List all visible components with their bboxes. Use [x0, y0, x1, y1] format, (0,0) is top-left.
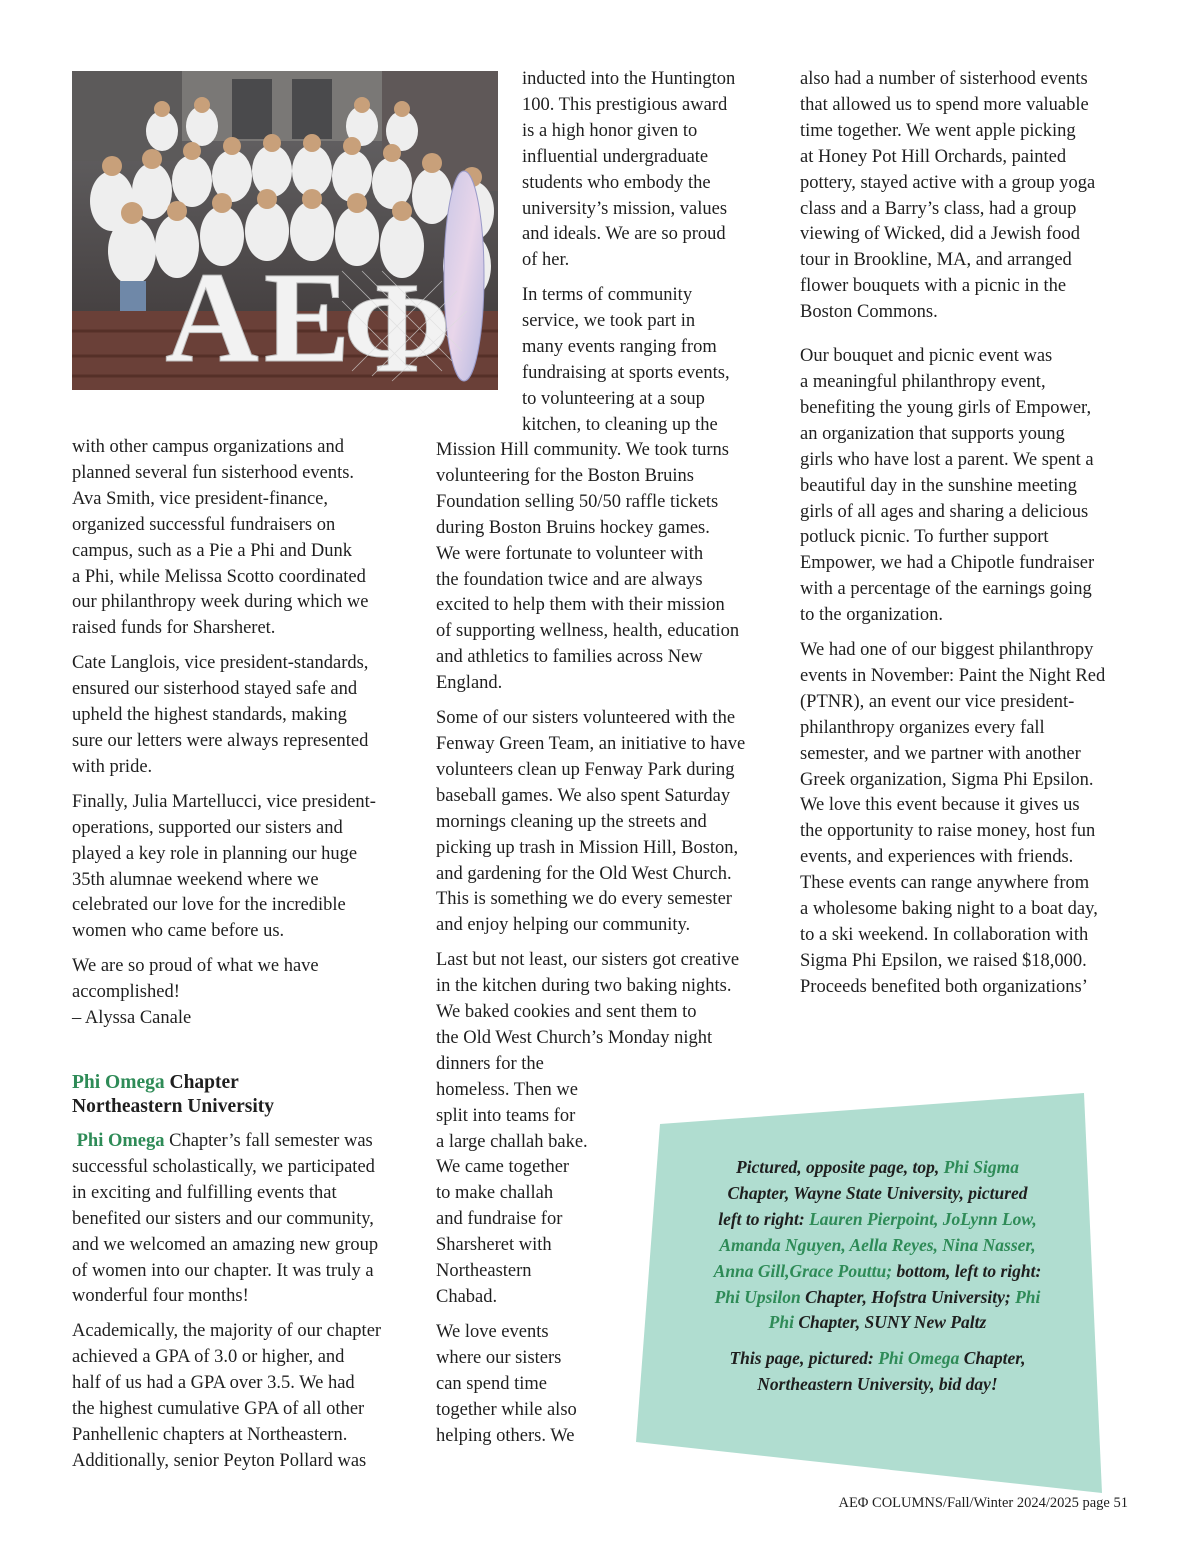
text-line: kitchen, to cleaning up the	[522, 414, 718, 435]
photo-letter-alpha: Α	[165, 246, 259, 390]
text-line: excited to help them with their mission	[436, 595, 725, 616]
middle-para-2-top	[522, 283, 762, 438]
text-line: to the organization.	[800, 605, 943, 626]
text-line: England.	[436, 673, 503, 694]
text-line: a large challah bake.	[436, 1131, 588, 1152]
text-line: in the kitchen during two baking nights.	[436, 976, 732, 997]
text-line: played a key role in planning our huge	[72, 843, 358, 864]
text-line: We love events	[436, 1321, 549, 1342]
caption-chapter-name: Phi	[768, 1312, 794, 1333]
text-line: Proceeds benefited both organizations’	[800, 976, 1088, 997]
left-para-5	[72, 1129, 417, 1310]
text-line: the Old West Church’s Monday night	[436, 1027, 713, 1048]
caption-text: left to right:	[718, 1208, 810, 1229]
right-para-2	[800, 344, 1140, 629]
middle-para-2-bottom	[436, 438, 776, 697]
text-line: potluck picnic. To further support	[800, 527, 1049, 548]
text-line: Fenway Green Team, an initiative to have	[436, 733, 746, 754]
text-line: mornings cleaning up the streets and	[436, 811, 707, 832]
caption-text: Pictured, opposite page, top,	[736, 1157, 944, 1177]
text-line: Greek organization, Sigma Phi Epsilon.	[800, 769, 1094, 790]
text-line: volunteering for the Boston Bruins	[436, 465, 694, 486]
text-line: We were fortunate to volunteer with	[436, 543, 704, 564]
text-line: Foundation selling 50/50 raffle tickets	[436, 491, 719, 512]
text-line: raised funds for Sharsheret.	[72, 618, 276, 639]
text-line: tour in Brookline, MA, and arranged	[800, 250, 1072, 271]
photo-caption	[690, 1155, 1065, 1408]
text-line: with other campus organizations and	[72, 437, 344, 457]
caption-text: Chapter, SUNY New Paltz	[793, 1312, 987, 1333]
caption-chapter-name: Phi Omega	[878, 1348, 960, 1369]
text-line: together while also	[436, 1399, 577, 1420]
text-line: our philanthropy week during which we	[72, 592, 369, 613]
text-line: organized successful fundraisers on	[72, 514, 336, 535]
text-line: benefiting the young girls of Empower,	[800, 397, 1092, 418]
text-line: Mission Hill community. We took turns	[436, 440, 729, 460]
text-line: Northeastern	[436, 1261, 532, 1282]
caption-text: Chapter,	[959, 1348, 1026, 1369]
text-line: viewing of Wicked, did a Jewish food	[800, 224, 1080, 245]
text-line: events in November: Paint the Night Red	[800, 665, 1106, 686]
text-line: with pride.	[72, 756, 153, 777]
text-line: 35th alumnae weekend where we	[72, 869, 319, 890]
text-line: volunteers clean up Fenway Park during	[436, 759, 735, 780]
text-line: Our bouquet and picnic event was	[800, 346, 1053, 367]
text-line: upheld the highest standards, making	[72, 705, 347, 726]
text-line: Chabad.	[436, 1287, 498, 1307]
text-line: Empower, we had a Chipotle fundraiser	[800, 553, 1095, 574]
text-line: This is something we do every semester	[436, 889, 732, 910]
text-line: Sigma Phi Epsilon, we raised $18,000.	[800, 950, 1087, 971]
text-line: beautiful day in the sunshine meeting	[800, 475, 1077, 496]
text-line: ensured our sisterhood stayed safe and	[72, 679, 358, 700]
text-line: philanthropy organizes every fall	[800, 717, 1045, 738]
text-line: and ideals. We are so proud	[522, 224, 726, 245]
text-line: the opportunity to raise money, host fun	[800, 821, 1096, 842]
middle-column-top	[522, 67, 762, 439]
text-line: benefited our sisters and our community,	[72, 1208, 374, 1229]
text-line: class and a Barry’s class, had a group	[800, 198, 1077, 219]
caption-names: Amanda Nguyen, Aella Reyes, Nina Nasser,	[719, 1234, 1036, 1255]
text-line: campus, such as a Pie a Phi and Dunk	[72, 540, 353, 561]
text-line: wonderful four months!	[72, 1286, 249, 1307]
text-line: of her.	[522, 250, 570, 271]
caption-text: Chapter, Wayne State University, pictured	[727, 1182, 1028, 1203]
right-para-3	[800, 638, 1140, 1001]
text-line: a meaningful philanthropy event,	[800, 371, 1046, 392]
text-line: events, and experiences with friends.	[800, 847, 1074, 868]
caption-names: Lauren Pierpoint, JoLynn Low,	[809, 1208, 1037, 1229]
text-line: Academically, the majority of our chapter	[72, 1321, 382, 1342]
text-line: split into teams for	[436, 1105, 576, 1126]
text-line: many events ranging from	[522, 337, 717, 358]
caption-text: Northeastern University, bid day!	[757, 1374, 998, 1395]
text-line: with a percentage of the earnings going	[800, 579, 1092, 600]
text-line: semester, and we partner with another	[800, 743, 1081, 764]
text-line: In terms of community	[522, 285, 693, 306]
heading-chapter-suffix: Chapter	[164, 1072, 239, 1093]
photo-letter-epsilon: Ε	[263, 246, 351, 390]
text-line: and athletics to families across New	[436, 647, 703, 668]
middle-para-1	[522, 67, 762, 274]
left-para-3	[72, 790, 417, 945]
text-line: We are so proud of what we have	[72, 956, 319, 977]
text-line: half of us had a GPA over 3.5. We had	[72, 1373, 355, 1394]
text-line: These events can range anywhere from	[800, 873, 1090, 894]
text-line: women who came before us.	[72, 921, 285, 942]
caption-text: bottom, left to right:	[892, 1260, 1042, 1281]
text-line: in exciting and fulfilling events that	[72, 1182, 337, 1203]
caption-para-2	[690, 1346, 1065, 1398]
text-line: helping others. We	[436, 1425, 575, 1446]
page-footer: ΑΕΦ COLUMNS/Fall/Winter 2024/2025 page 51	[838, 1495, 1128, 1511]
text-line: is a high honor given to	[522, 120, 698, 141]
caption-names: Anna Gill,Grace Pouttu;	[713, 1260, 893, 1281]
text-line: We baked cookies and sent them to	[436, 1002, 697, 1023]
text-line: sure our letters were always represented	[72, 730, 369, 751]
text-line: Cate Langlois, vice president-standards,	[72, 653, 369, 674]
text-line: that allowed us to spend more valuable	[800, 94, 1089, 115]
photo-illustration	[72, 71, 498, 390]
text-line: service, we took part in	[522, 311, 696, 332]
text-line: the foundation twice and are always	[436, 569, 703, 590]
caption-text: This page, pictured:	[729, 1348, 879, 1369]
photo-letter-phi: Φ	[343, 256, 451, 390]
text-line: flower bouquets with a picnic in the	[800, 276, 1067, 297]
text-line: during Boston Bruins hockey games.	[436, 517, 710, 538]
text-line: can spend time	[436, 1373, 547, 1394]
text-line: Panhellenic chapters at Northeastern.	[72, 1424, 348, 1445]
text-line: achieved a GPA of 3.0 or higher, and	[72, 1347, 345, 1368]
caption-text: Chapter, Hofstra University;	[800, 1286, 1016, 1307]
text-line: girls who have lost a parent. We spent a	[800, 449, 1094, 470]
text-line: picking up trash in Mission Hill, Boston,	[436, 837, 739, 858]
text-line: operations, supported our sisters and	[72, 817, 343, 838]
text-line: fundraising at sports events,	[522, 362, 730, 383]
right-para-1	[800, 67, 1140, 326]
text-line: influential undergraduate	[522, 146, 709, 167]
text-line: Additionally, senior Peyton Pollard was	[72, 1450, 367, 1471]
text-line: and gardening for the Old West Church.	[436, 863, 732, 884]
text-line: also had a number of sisterhood events	[800, 69, 1088, 89]
text-line: an organization that supports young	[800, 423, 1065, 444]
text-line: homeless. Then we	[436, 1079, 578, 1100]
text-line: time together. We went apple picking	[800, 120, 1076, 141]
chapter-heading	[72, 1071, 417, 1119]
text-line: students who embody the	[522, 172, 711, 193]
text-line: of women into our chapter. It was truly a	[72, 1260, 374, 1281]
text-line: girls of all ages and sharing a delicious	[800, 501, 1089, 522]
caption-chapter-name: Phi Upsilon	[714, 1286, 801, 1307]
text-line: Chapter’s fall semester was	[164, 1131, 373, 1151]
text-line: celebrated our love for the incredible	[72, 895, 346, 916]
text-line: inducted into the Huntington	[522, 69, 736, 89]
left-para-4	[72, 954, 417, 1032]
caption-chapter-name: Phi	[1015, 1286, 1041, 1307]
text-line: pottery, stayed active with a group yoga	[800, 172, 1096, 193]
text-line: at Honey Pot Hill Orchards, painted	[800, 146, 1067, 167]
text-line: baseball games. We also spent Saturday	[436, 785, 731, 806]
text-line: where our sisters	[436, 1347, 562, 1368]
text-line: a wholesome baking night to a boat day,	[800, 899, 1098, 920]
text-line: and we welcomed an amazing new group	[72, 1234, 379, 1255]
text-line: dinners for the	[436, 1053, 544, 1074]
text-line: Ava Smith, vice president-finance,	[72, 488, 329, 509]
text-line: to make challah	[436, 1183, 554, 1204]
caption-para-1	[690, 1155, 1065, 1336]
chapter-photo	[72, 71, 498, 390]
caption-chapter-name: Phi Sigma	[943, 1157, 1019, 1177]
text-line: accomplished!	[72, 982, 180, 1003]
author-signoff: – Alyssa Canale	[72, 1008, 192, 1029]
text-line: the highest cumulative GPA of all other	[72, 1399, 365, 1420]
left-column	[72, 435, 417, 1041]
heading-university: Northeastern University	[72, 1096, 274, 1117]
heading-chapter-name: Phi Omega	[72, 1072, 165, 1093]
text-line: Last but not least, our sisters got creative	[436, 950, 740, 971]
text-line: Sharsheret with	[436, 1235, 552, 1256]
left-para-6	[72, 1319, 417, 1474]
chapter-section	[72, 1071, 417, 1484]
text-line: planned several fun sisterhood events.	[72, 462, 355, 483]
text-line: of supporting wellness, health, education	[436, 621, 740, 642]
text-line: (PTNR), an event our vice president-	[800, 691, 1075, 712]
text-line: Some of our sisters volunteered with the	[436, 708, 736, 729]
text-line: successful scholastically, we participated	[72, 1156, 375, 1177]
text-line: 100. This prestigious award	[522, 94, 728, 115]
left-para-2	[72, 651, 417, 781]
text-line: Boston Commons.	[800, 302, 938, 323]
right-column	[800, 67, 1140, 1010]
text-line: We had one of our biggest philanthropy	[800, 640, 1094, 661]
text-line: to a ski weekend. In collaboration with	[800, 925, 1089, 945]
text-line: We came together	[436, 1157, 570, 1178]
text-line: university’s mission, values	[522, 198, 728, 219]
left-para-1	[72, 435, 417, 642]
text-line: to volunteering at a soup	[522, 388, 705, 409]
text-line: and enjoy helping our community.	[436, 915, 691, 936]
intro-chapter-name: Phi Omega	[76, 1131, 165, 1151]
text-line: and fundraise for	[436, 1209, 563, 1230]
text-line: Finally, Julia Martellucci, vice president-	[72, 791, 376, 812]
middle-para-3	[436, 706, 776, 939]
text-line: We love this event because it gives us	[800, 795, 1080, 816]
text-line: a Phi, while Melissa Scotto coordinated	[72, 566, 366, 587]
